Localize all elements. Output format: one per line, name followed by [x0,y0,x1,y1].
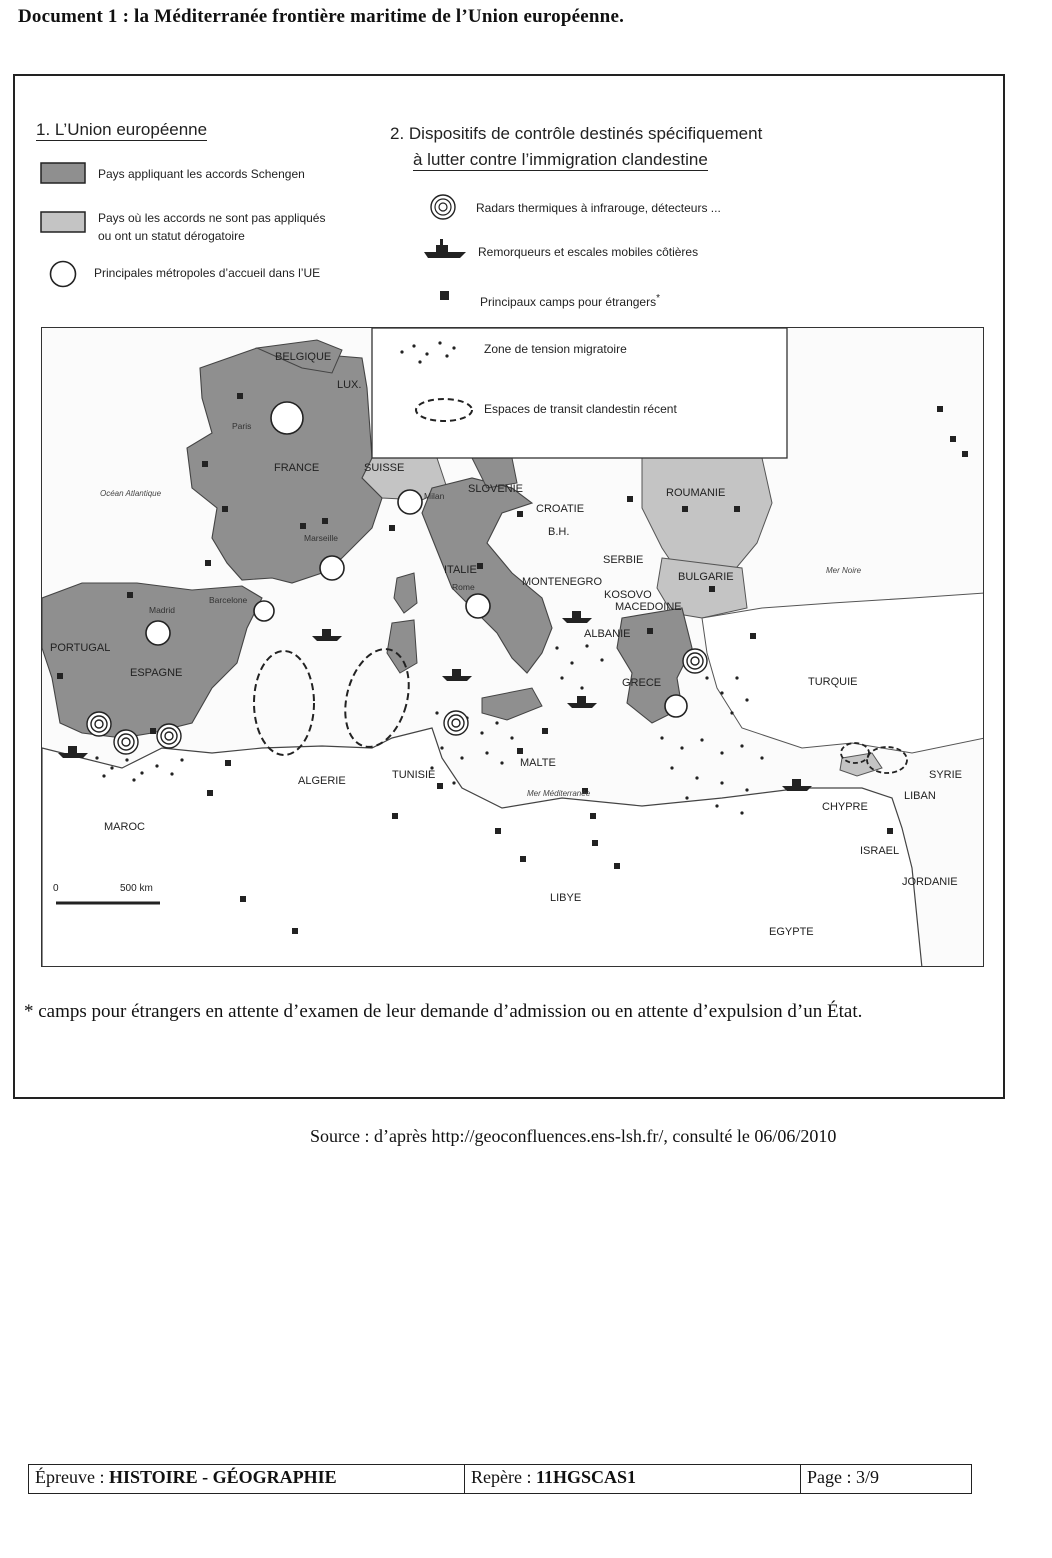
label-belgique: BELGIQUE [275,351,332,363]
legend-tension-label: Zone de tension migratoire [484,342,627,356]
legend-camps-asterisk: * [656,293,660,304]
map-svg [42,328,984,967]
footer-epreuve-label: Épreuve : [35,1467,109,1487]
label-grece: GRECE [622,677,662,689]
radar-icon [683,649,707,673]
footer-page: Page : 3/9 [807,1467,879,1487]
athenes-metropole-icon [665,695,687,717]
label-jordanie: JORDANIE [902,876,958,888]
label-portugal: PORTUGAL [50,642,111,654]
barcelone-metropole-icon [254,601,274,621]
legend-section-2-title-1: 2. Dispositifs de contrôle destinés spécifiquement [390,124,763,143]
tugboat-icon [422,236,468,260]
label-montenegro: MONTENEGRO [522,576,603,588]
legend-radars-label: Radars thermiques à infrarouge, détecteurs ... [476,201,721,215]
label-kosovo: KOSOVO [604,589,652,601]
mediterranean-map [41,327,984,967]
label-bh: B.H. [548,526,570,538]
label-barcelone: Barcelone [209,595,248,605]
legend-non-applied-label-2: ou ont un statut dérogatoire [98,229,245,243]
label-madrid: Madrid [149,605,175,615]
label-mer-noire: Mer Noire [826,566,862,575]
label-chypre: CHYPRE [822,801,868,813]
document-title: Document 1 : la Méditerranée frontière maritime de l’Union européenne. [18,6,625,27]
label-liban: LIBAN [904,790,936,802]
footer-repere [465,1465,801,1493]
label-italie: ITALIE [444,564,477,576]
footer-repere-value: 11HGSCAS1 [535,1467,636,1487]
legend-section-2-title-2: à lutter contre l’immigration clandestine [413,150,708,169]
label-roumanie: ROUMANIE [666,487,726,499]
source-text: Source : d’après http://geoconfluences.ens-lsh.fr/, consulté le 06/06/2010 [310,1126,837,1146]
label-suisse: SUISSE [364,462,405,474]
label-tunisie: TUNISIE [392,769,436,781]
paris-metropole-icon [271,402,303,434]
scale-zero: 0 [53,883,59,894]
label-syrie: SYRIE [929,769,963,781]
label-albanie: ALBANIE [584,628,631,640]
metropole-circle-icon [48,259,78,289]
radar-icon [87,712,111,736]
legend-section-1-title: 1. L’Union européenne [36,120,208,139]
schengen-swatch-icon [40,162,86,184]
label-slovenie: SLOVENIE [468,483,524,495]
label-algerie: ALGERIE [298,775,346,787]
legend-camps-text: Principaux camps pour étrangers [480,295,657,309]
radar-icon [157,724,181,748]
label-marseille: Marseille [304,533,339,543]
label-paris: Paris [232,421,252,431]
milan-metropole-icon [398,490,422,514]
legend-remorqueurs-label: Remorqueurs et escales mobiles côtières [478,245,699,259]
label-rome: Rome [452,582,475,592]
legend-metropoles-label: Principales métropoles d’accueil dans l’UE [94,266,321,280]
label-malte: MALTE [520,757,556,769]
label-croatie: CROATIE [536,503,585,515]
non-applied-swatch-icon [40,211,86,233]
radar-icon [114,730,138,754]
rome-metropole-icon [466,594,490,618]
radar-icon [444,711,468,735]
label-mediterranee: Mer Méditerranée [527,789,591,798]
label-egypte: EGYPTE [769,926,814,938]
label-espagne: ESPAGNE [130,667,183,679]
radar-icon [428,192,458,222]
label-lux: LUX. [337,379,362,391]
turquie-shape [702,593,984,753]
marseille-metropole-icon [320,556,344,580]
madrid-metropole-icon [146,621,170,645]
label-maroc: MAROC [104,821,145,833]
legend-camps-label [480,291,660,310]
label-serbie: SERBIE [603,554,644,566]
label-libye: LIBYE [550,892,582,904]
footer-epreuve [29,1465,465,1493]
label-bulgarie: BULGARIE [678,571,734,583]
legend-transit-label: Espaces de transit clandestin récent [484,402,677,416]
legend-non-applied-label-1: Pays où les accords ne sont pas appliqués [98,211,326,225]
footer-repere-label: Repère : [471,1467,536,1487]
scale-distance: 500 km [120,883,153,894]
label-israel: ISRAEL [860,845,900,857]
label-atlantique: Océan Atlantique [100,489,162,498]
label-france: FRANCE [274,462,320,474]
label-milan: Milan [424,491,445,501]
legend-schengen-label: Pays appliquant les accords Schengen [98,167,305,181]
footnote: * camps pour étrangers en attente d’examen de leur demande d’admission ou en attente d’expulsion d’un État. [24,1001,863,1022]
camp-square-icon [439,290,451,302]
label-turquie: TURQUIE [808,676,858,688]
footer-epreuve-value: HISTOIRE - GÉOGRAPHIE [108,1467,337,1487]
exam-footer [28,1464,972,1494]
label-macedoine: MACEDOINE [615,601,682,613]
